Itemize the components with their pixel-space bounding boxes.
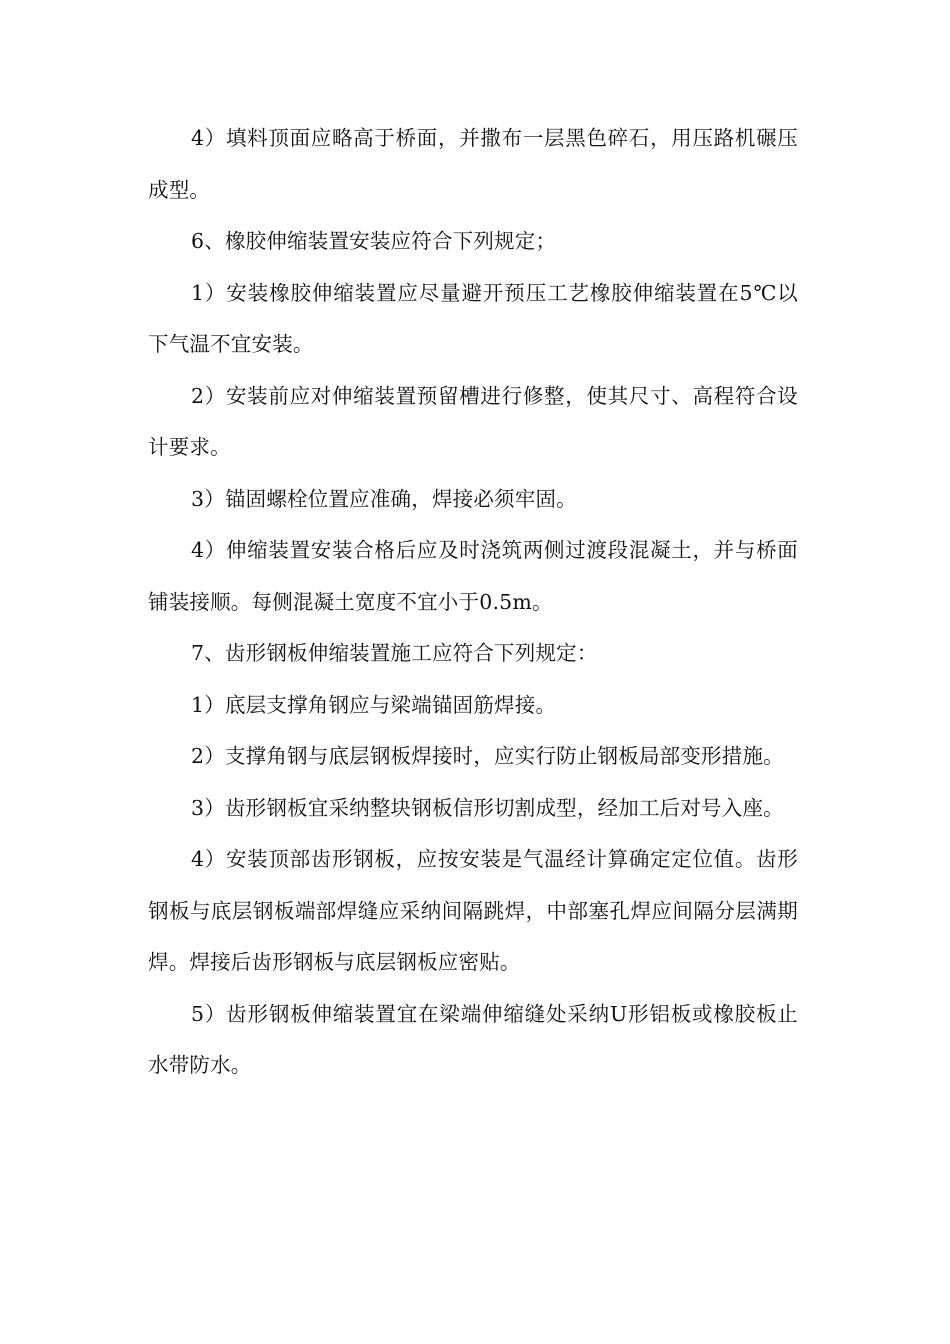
- paragraph: 1）底层支撑角钢应与梁端锚固筋焊接。: [191, 692, 557, 717]
- document-body: [148, 113, 798, 1092]
- paragraph: 5）齿形钢板伸缩装置宜在梁端伸缩缝处采纳U形铝板或橡胶板止水带防水。: [148, 1001, 798, 1077]
- paragraph: 4）安装顶部齿形钢板，应按安装是气温经计算确定定位值。齿形钢板与底层钢板端部焊缝应采纳间隔跳焊，中部塞孔焊应间隔分层满期焊。焊接后齿形钢板与底层钢板应密贴。: [148, 847, 798, 974]
- paragraph: 3）齿形钢板宜采纳整块钢板信形切割成型，经加工后对号入座。: [191, 795, 784, 820]
- paragraph: 2）支撑角钢与底层钢板焊接时，应实行防止钢板局部变形措施。: [191, 744, 784, 768]
- paragraph: 3）锚固螺栓位置应准确，焊接必须牢固。: [191, 486, 577, 511]
- paragraph: 4）填料顶面应略高于桥面，并撒布一层黑色碎石，用压路机碾压成型。: [148, 126, 798, 202]
- section-heading: 7、齿形钢板伸缩装置施工应符合下列规定：: [191, 641, 598, 665]
- paragraph: 1）安装橡胶伸缩装置应尽量避开预压工艺橡胶伸缩装置在5℃以下气温不宜安装。: [148, 280, 798, 356]
- paragraph: 4）伸缩装置安装合格后应及时浇筑两侧过渡段混凝土，并与桥面铺装接顺。每侧混凝土宽度不宜小于0.5m。: [148, 538, 798, 614]
- section-heading: 6、橡胶伸缩装置安装应符合下列规定；: [191, 229, 557, 253]
- paragraph: 2）安装前应对伸缩装置预留槽进行修整，使其尺寸、高程符合设计要求。: [148, 383, 798, 459]
